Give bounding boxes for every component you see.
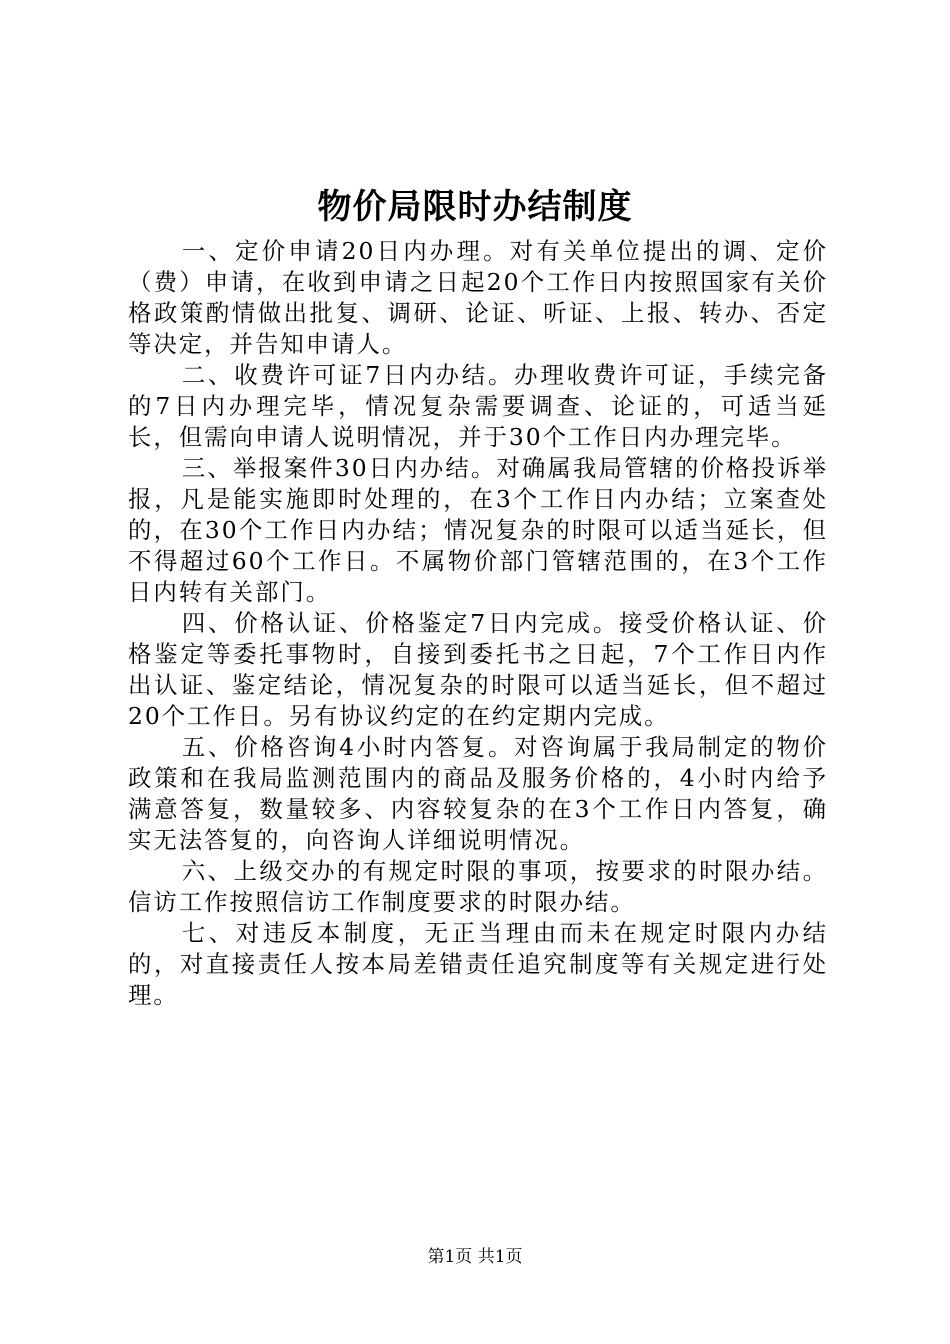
paragraph-2: 二、收费许可证7日内办结。办理收费许可证，手续完备的7日内办理完毕，情况复杂需要调查、论证的，可适当延长，但需向申请人说明情况，并于30个工作日内办理完毕。 — [128, 361, 828, 451]
paragraph-7: 七、对违反本制度，无正当理由而未在规定时限内办结的，对直接责任人按本局差错责任追究制度等有关规定进行处理。 — [128, 919, 828, 1009]
paragraph-4: 四、价格认证、价格鉴定7日内完成。接受价格认证、价格鉴定等委托事物时，自接到委托书之日起，7个工作日内作出认证、鉴定结论，情况复杂的时限可以适当延长，但不超过20个工作日。另有协议约定的在约定期内完成。 — [128, 609, 828, 730]
document-body — [128, 236, 828, 1011]
paragraph-6: 六、上级交办的有规定时限的事项，按要求的时限办结。信访工作按照信访工作制度要求的时限办结。 — [128, 857, 828, 916]
document-title: 物价局限时办结制度 — [317, 187, 633, 227]
page-footer: 第1页 共1页 — [427, 1247, 523, 1267]
paragraph-5: 五、价格咨询4小时内答复。对咨询属于我局制定的物价政策和在我局监测范围内的商品及服务价格的，4小时内给予满意答复，数量较多、内容较复杂的在3个工作日内答复，确实无法答复的，向咨询人详细说明情况。 — [128, 733, 828, 854]
paragraph-3: 三、举报案件30日内办结。对确属我局管辖的价格投诉举报，凡是能实施即时处理的，在3个工作日内办结；立案查处的，在30个工作日内办结；情况复杂的时限可以适当延长，但不得超过60个工作日。不属物价部门管辖范围的，在3个工作日内转有关部门。 — [128, 454, 828, 606]
paragraph-1: 一、定价申请20日内办理。对有关单位提出的调、定价（费）申请，在收到申请之日起20个工作日内按照国家有关价格政策酌情做出批复、调研、论证、听证、上报、转办、否定等决定，并告知申请人。 — [128, 237, 828, 358]
